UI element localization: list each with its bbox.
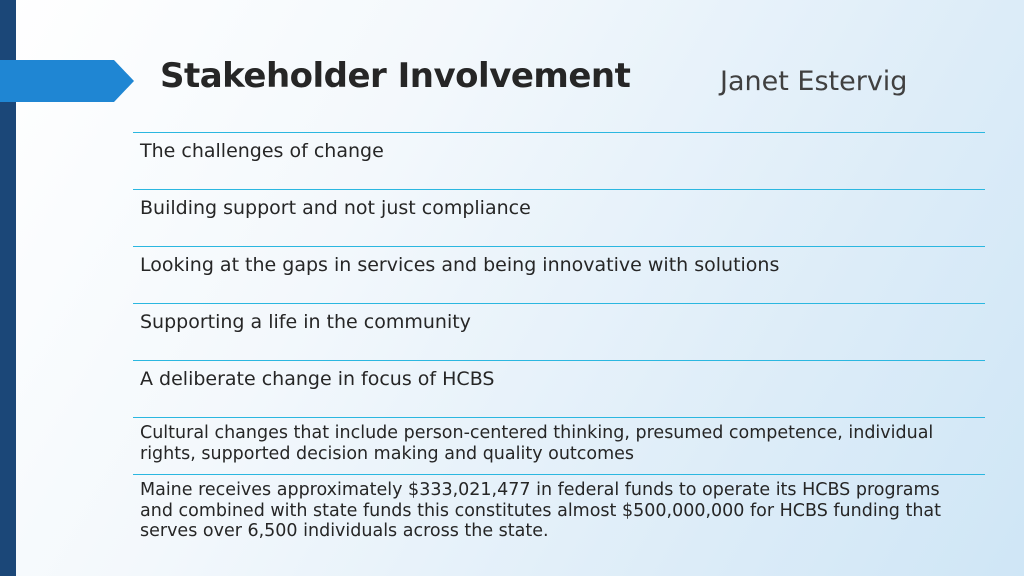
list-item: Supporting a life in the community	[133, 303, 985, 360]
list-item: Cultural changes that include person-centered thinking, presumed competence, individual rights, supported decision making and quality outcomes	[133, 417, 985, 474]
bullet-list	[133, 132, 985, 542]
list-item: A deliberate change in focus of HCBS	[133, 360, 985, 417]
list-item: Building support and not just compliance	[133, 189, 985, 246]
list-item: Looking at the gaps in services and being innovative with solutions	[133, 246, 985, 303]
slide-title: Stakeholder Involvement	[160, 56, 631, 96]
slide-author: Janet Estervig	[720, 66, 908, 97]
list-item: The challenges of change	[133, 132, 985, 189]
title-arrow-marker	[0, 60, 134, 102]
list-item: Maine receives approximately $333,021,477 in federal funds to operate its HCBS programs and combined with state funds this constitutes almost $500,000,000 for HCBS funding that serves over 6,500 individuals across the state.	[133, 474, 985, 542]
